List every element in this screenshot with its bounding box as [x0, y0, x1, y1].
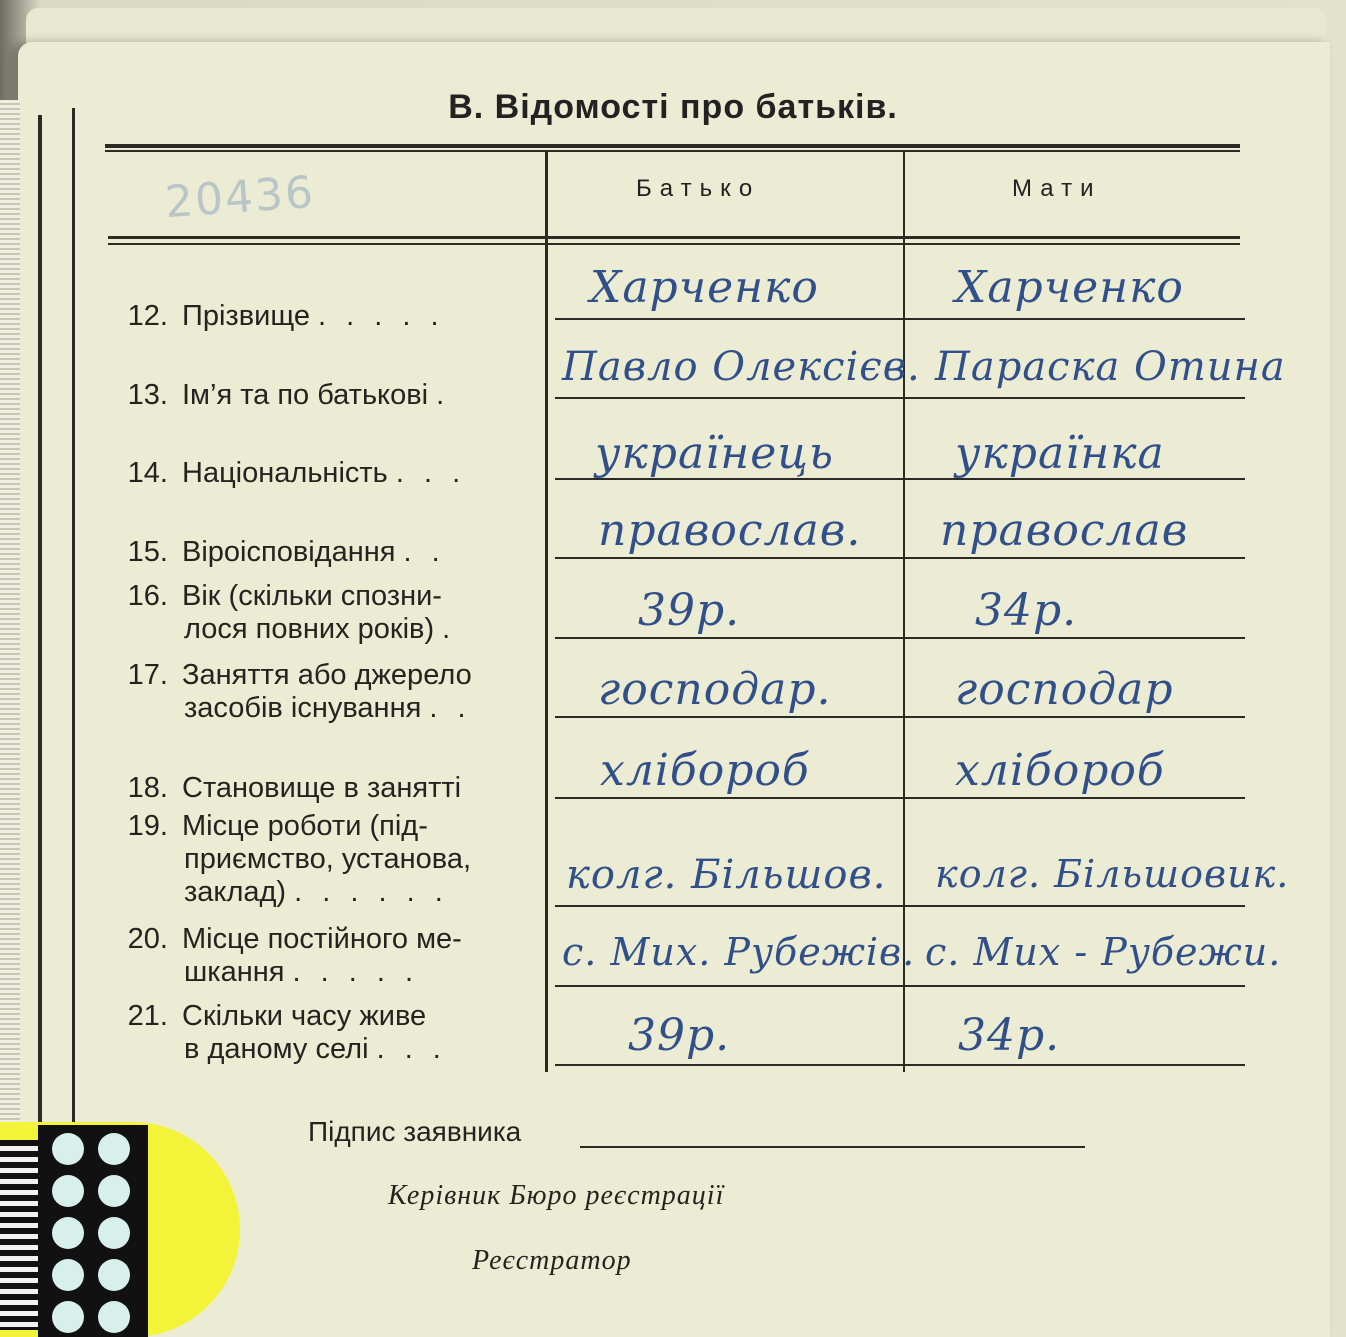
row-label-text: Ім’я та по батькові: [182, 379, 429, 411]
row-label-15: [112, 536, 542, 569]
row-label-text: Вік (скільки спозни-: [182, 580, 442, 612]
father-residence: с. Мих. Рубежів.: [562, 930, 916, 974]
calibration-dot: [52, 1301, 84, 1333]
row-label-text: приємство, установа,: [184, 843, 472, 875]
row-line: [555, 797, 1245, 799]
leader-dots: . . . . .: [292, 956, 420, 988]
leader-dots: . .: [403, 536, 446, 568]
row-number: 13.: [127, 379, 168, 411]
bureau-head-label: Керівник Бюро реєстрації: [388, 1180, 725, 1211]
row-line: [555, 716, 1245, 718]
row-label-18: [112, 772, 542, 805]
row-label-text: Місце постійного ме-: [182, 923, 462, 955]
row-number: 17.: [127, 659, 168, 691]
calibration-dot: [52, 1259, 84, 1291]
mother-nationality: українка: [955, 428, 1165, 479]
header-rule-top-2: [105, 150, 1240, 152]
mother-residence: с. Мих - Рубежи.: [925, 930, 1282, 974]
row-line: [555, 905, 1245, 907]
row-number: 12.: [127, 300, 168, 332]
row-line: [555, 1064, 1245, 1066]
row-number: 20.: [127, 923, 168, 955]
row-line: [555, 557, 1245, 559]
calibration-dot: [52, 1133, 84, 1165]
mother-religion: православ: [940, 505, 1189, 556]
leader-dots: . . .: [376, 1033, 447, 1065]
row-label-text: заклад): [184, 876, 287, 908]
header-rule-top: [105, 144, 1240, 148]
leader-dots: . . .: [395, 457, 467, 489]
father-position: хлібороб: [600, 745, 810, 796]
mother-workplace: колг. Більшовик.: [935, 852, 1290, 896]
registrar-label: Реєстратор: [472, 1245, 632, 1276]
row-label-text: лося повних років): [184, 613, 435, 645]
row-label-text: шкання: [184, 956, 285, 988]
leader-dots: .: [436, 379, 451, 411]
father-workplace: колг. Більшов.: [566, 852, 887, 898]
row-label-text: засобів існування: [184, 692, 422, 724]
row-line: [555, 637, 1245, 639]
calibration-dot: [98, 1301, 130, 1333]
row-number: 21.: [127, 1000, 168, 1032]
calibration-dot: [98, 1217, 130, 1249]
father-residence-duration: 39р.: [628, 1010, 731, 1061]
left-margin-line-2: [72, 108, 75, 1148]
row-label-text: Місце роботи (під-: [182, 810, 428, 842]
calibration-bars: [0, 1140, 40, 1330]
signature-line: [580, 1146, 1085, 1148]
left-margin-line: [38, 115, 42, 1145]
row-label-text: Прізвище: [182, 300, 310, 332]
row-label-12: [112, 300, 542, 333]
calibration-dot: [98, 1133, 130, 1165]
calibration-dot: [52, 1175, 84, 1207]
column-header-mother: Мати: [1012, 175, 1102, 202]
row-label-text: Віроісповідання: [182, 536, 396, 568]
mother-age: 34р.: [975, 585, 1078, 636]
father-name: Павло Олексієв.: [562, 344, 921, 390]
leader-dots: . .: [429, 692, 472, 724]
row-label-16: [112, 580, 542, 646]
father-surname: Харченко: [590, 262, 819, 313]
leader-dots: . . . . .: [318, 300, 445, 332]
father-religion: православ.: [598, 505, 862, 556]
row-label-13: [112, 379, 542, 412]
calibration-dot-grid: [38, 1125, 148, 1337]
row-number: 18.: [127, 772, 168, 804]
column-header-father: Батько: [636, 175, 761, 202]
header-rule-bottom-2: [108, 243, 1240, 245]
row-label-text: в даному селі: [184, 1033, 369, 1065]
row-label-14: [112, 457, 542, 490]
mother-residence-duration: 34р.: [958, 1010, 1061, 1061]
row-line: [555, 397, 1245, 399]
row-number: 19.: [127, 810, 168, 842]
row-label-21: [112, 1000, 542, 1066]
row-number: 16.: [127, 580, 168, 612]
section-title: В. Відомості про батьків.: [448, 88, 898, 126]
father-occupation: господар.: [598, 664, 832, 715]
mother-surname: Харченко: [955, 262, 1184, 313]
row-label-17: [112, 659, 542, 725]
row-label-text: Заняття або джерело: [182, 659, 472, 691]
column-separator-left: [545, 152, 548, 1072]
header-rule-bottom: [108, 236, 1240, 239]
row-line: [555, 985, 1245, 987]
mother-name: Параска Отина: [935, 344, 1286, 390]
calibration-dot: [98, 1259, 130, 1291]
leader-dots: . . . . . .: [294, 876, 449, 908]
leader-dots: .: [442, 613, 457, 645]
mother-position: хлібороб: [955, 745, 1165, 796]
calibration-dot: [98, 1175, 130, 1207]
mother-occupation: господар: [955, 664, 1174, 715]
row-number: 15.: [127, 536, 168, 568]
row-number: 14.: [127, 457, 168, 489]
row-label-20: [112, 923, 542, 989]
calibration-dot: [52, 1217, 84, 1249]
row-label-text: Національність: [182, 457, 388, 489]
page-stack-edge: [0, 100, 20, 1150]
archive-number-stamp: 20436: [163, 166, 317, 229]
row-label-text: Становище в занятті: [182, 772, 462, 804]
row-line: [555, 318, 1245, 320]
row-label-19: [112, 810, 542, 909]
father-nationality: українець: [595, 428, 834, 479]
applicant-signature-label: Підпис заявника: [308, 1116, 522, 1147]
father-age: 39р.: [638, 585, 741, 636]
row-label-text: Скільки часу живе: [182, 1000, 427, 1032]
